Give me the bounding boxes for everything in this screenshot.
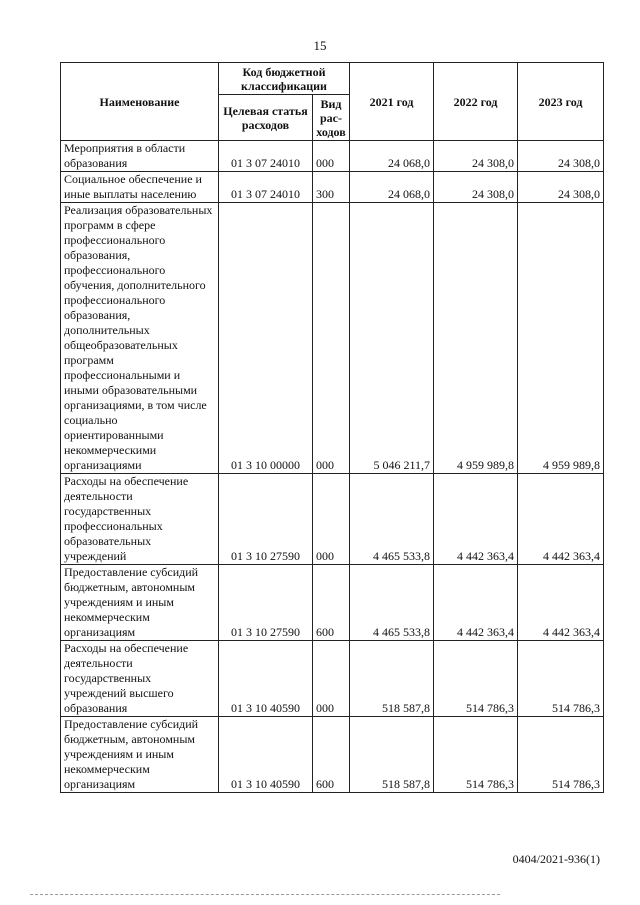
document-code: 0404/2021-936(1) <box>512 852 600 866</box>
header-year-2022: 2022 год <box>434 63 518 141</box>
table-row <box>61 565 604 641</box>
row-target-code: 01 3 10 27590 <box>219 565 313 641</box>
header-target-article: Целевая статья расходов <box>219 95 313 141</box>
row-value-2021: 518 587,8 <box>350 717 434 793</box>
page-number: 15 <box>313 38 327 53</box>
row-expense-type: 600 <box>313 565 350 641</box>
row-value-2022: 4 959 989,8 <box>434 203 518 474</box>
row-expense-type: 000 <box>313 203 350 474</box>
row-value-2021: 24 068,0 <box>350 172 434 203</box>
row-value-2023: 514 786,3 <box>518 641 604 717</box>
row-expense-type: 000 <box>313 474 350 565</box>
row-target-code: 01 3 10 40590 <box>219 717 313 793</box>
row-name: Предоставление субсидий бюджетным, автономным учреждениям и иным некоммерческим организациям <box>61 717 219 793</box>
row-value-2021: 4 465 533,8 <box>350 565 434 641</box>
row-target-code: 01 3 07 24010 <box>219 172 313 203</box>
table-row <box>61 474 604 565</box>
row-target-code: 01 3 10 00000 <box>219 203 313 474</box>
header-year-2021: 2021 год <box>350 63 434 141</box>
row-target-code: 01 3 10 27590 <box>219 474 313 565</box>
row-value-2023: 24 308,0 <box>518 172 604 203</box>
row-value-2021: 4 465 533,8 <box>350 474 434 565</box>
row-name: Расходы на обеспечение деятельности государственных профессиональных образовательных учреждений <box>61 474 219 565</box>
header-expense-type: Вид рас-ходов <box>313 95 350 141</box>
row-expense-type: 000 <box>313 141 350 172</box>
row-value-2022: 514 786,3 <box>434 641 518 717</box>
row-value-2022: 514 786,3 <box>434 717 518 793</box>
row-name: Реализация образовательных программ в сфере профессионального образования, профессионального обучения, дополнительного профессионального образования, дополнительных общеобразовательных программ профессиональными и иными образовательными организациями, в том числе социально ориентированными некоммерческими организациями <box>61 203 219 474</box>
table-row <box>61 172 604 203</box>
row-value-2022: 4 442 363,4 <box>434 474 518 565</box>
header-name: Наименование <box>61 63 219 141</box>
row-value-2021: 24 068,0 <box>350 141 434 172</box>
table-row <box>61 141 604 172</box>
row-value-2022: 24 308,0 <box>434 172 518 203</box>
row-value-2023: 514 786,3 <box>518 717 604 793</box>
row-target-code: 01 3 07 24010 <box>219 141 313 172</box>
row-value-2022: 24 308,0 <box>434 141 518 172</box>
row-value-2022: 4 442 363,4 <box>434 565 518 641</box>
budget-table <box>60 62 604 793</box>
row-value-2021: 5 046 211,7 <box>350 203 434 474</box>
table-row <box>61 717 604 793</box>
row-expense-type: 000 <box>313 641 350 717</box>
row-name: Мероприятия в области образования <box>61 141 219 172</box>
header-code-group: Код бюджетной классификации <box>219 63 350 95</box>
header-year-2023: 2023 год <box>518 63 604 141</box>
row-value-2023: 4 442 363,4 <box>518 474 604 565</box>
row-expense-type: 600 <box>313 717 350 793</box>
row-value-2021: 518 587,8 <box>350 641 434 717</box>
row-expense-type: 300 <box>313 172 350 203</box>
row-value-2023: 4 959 989,8 <box>518 203 604 474</box>
row-name: Социальное обеспечение и иные выплаты населению <box>61 172 219 203</box>
row-name: Предоставление субсидий бюджетным, автономным учреждениям и иным некоммерческим организациям <box>61 565 219 641</box>
row-value-2023: 24 308,0 <box>518 141 604 172</box>
row-name: Расходы на обеспечение деятельности государственных учреждений высшего образования <box>61 641 219 717</box>
row-value-2023: 4 442 363,4 <box>518 565 604 641</box>
table-row <box>61 641 604 717</box>
scan-artifact-line <box>30 894 500 895</box>
table-row <box>61 203 604 474</box>
row-target-code: 01 3 10 40590 <box>219 641 313 717</box>
